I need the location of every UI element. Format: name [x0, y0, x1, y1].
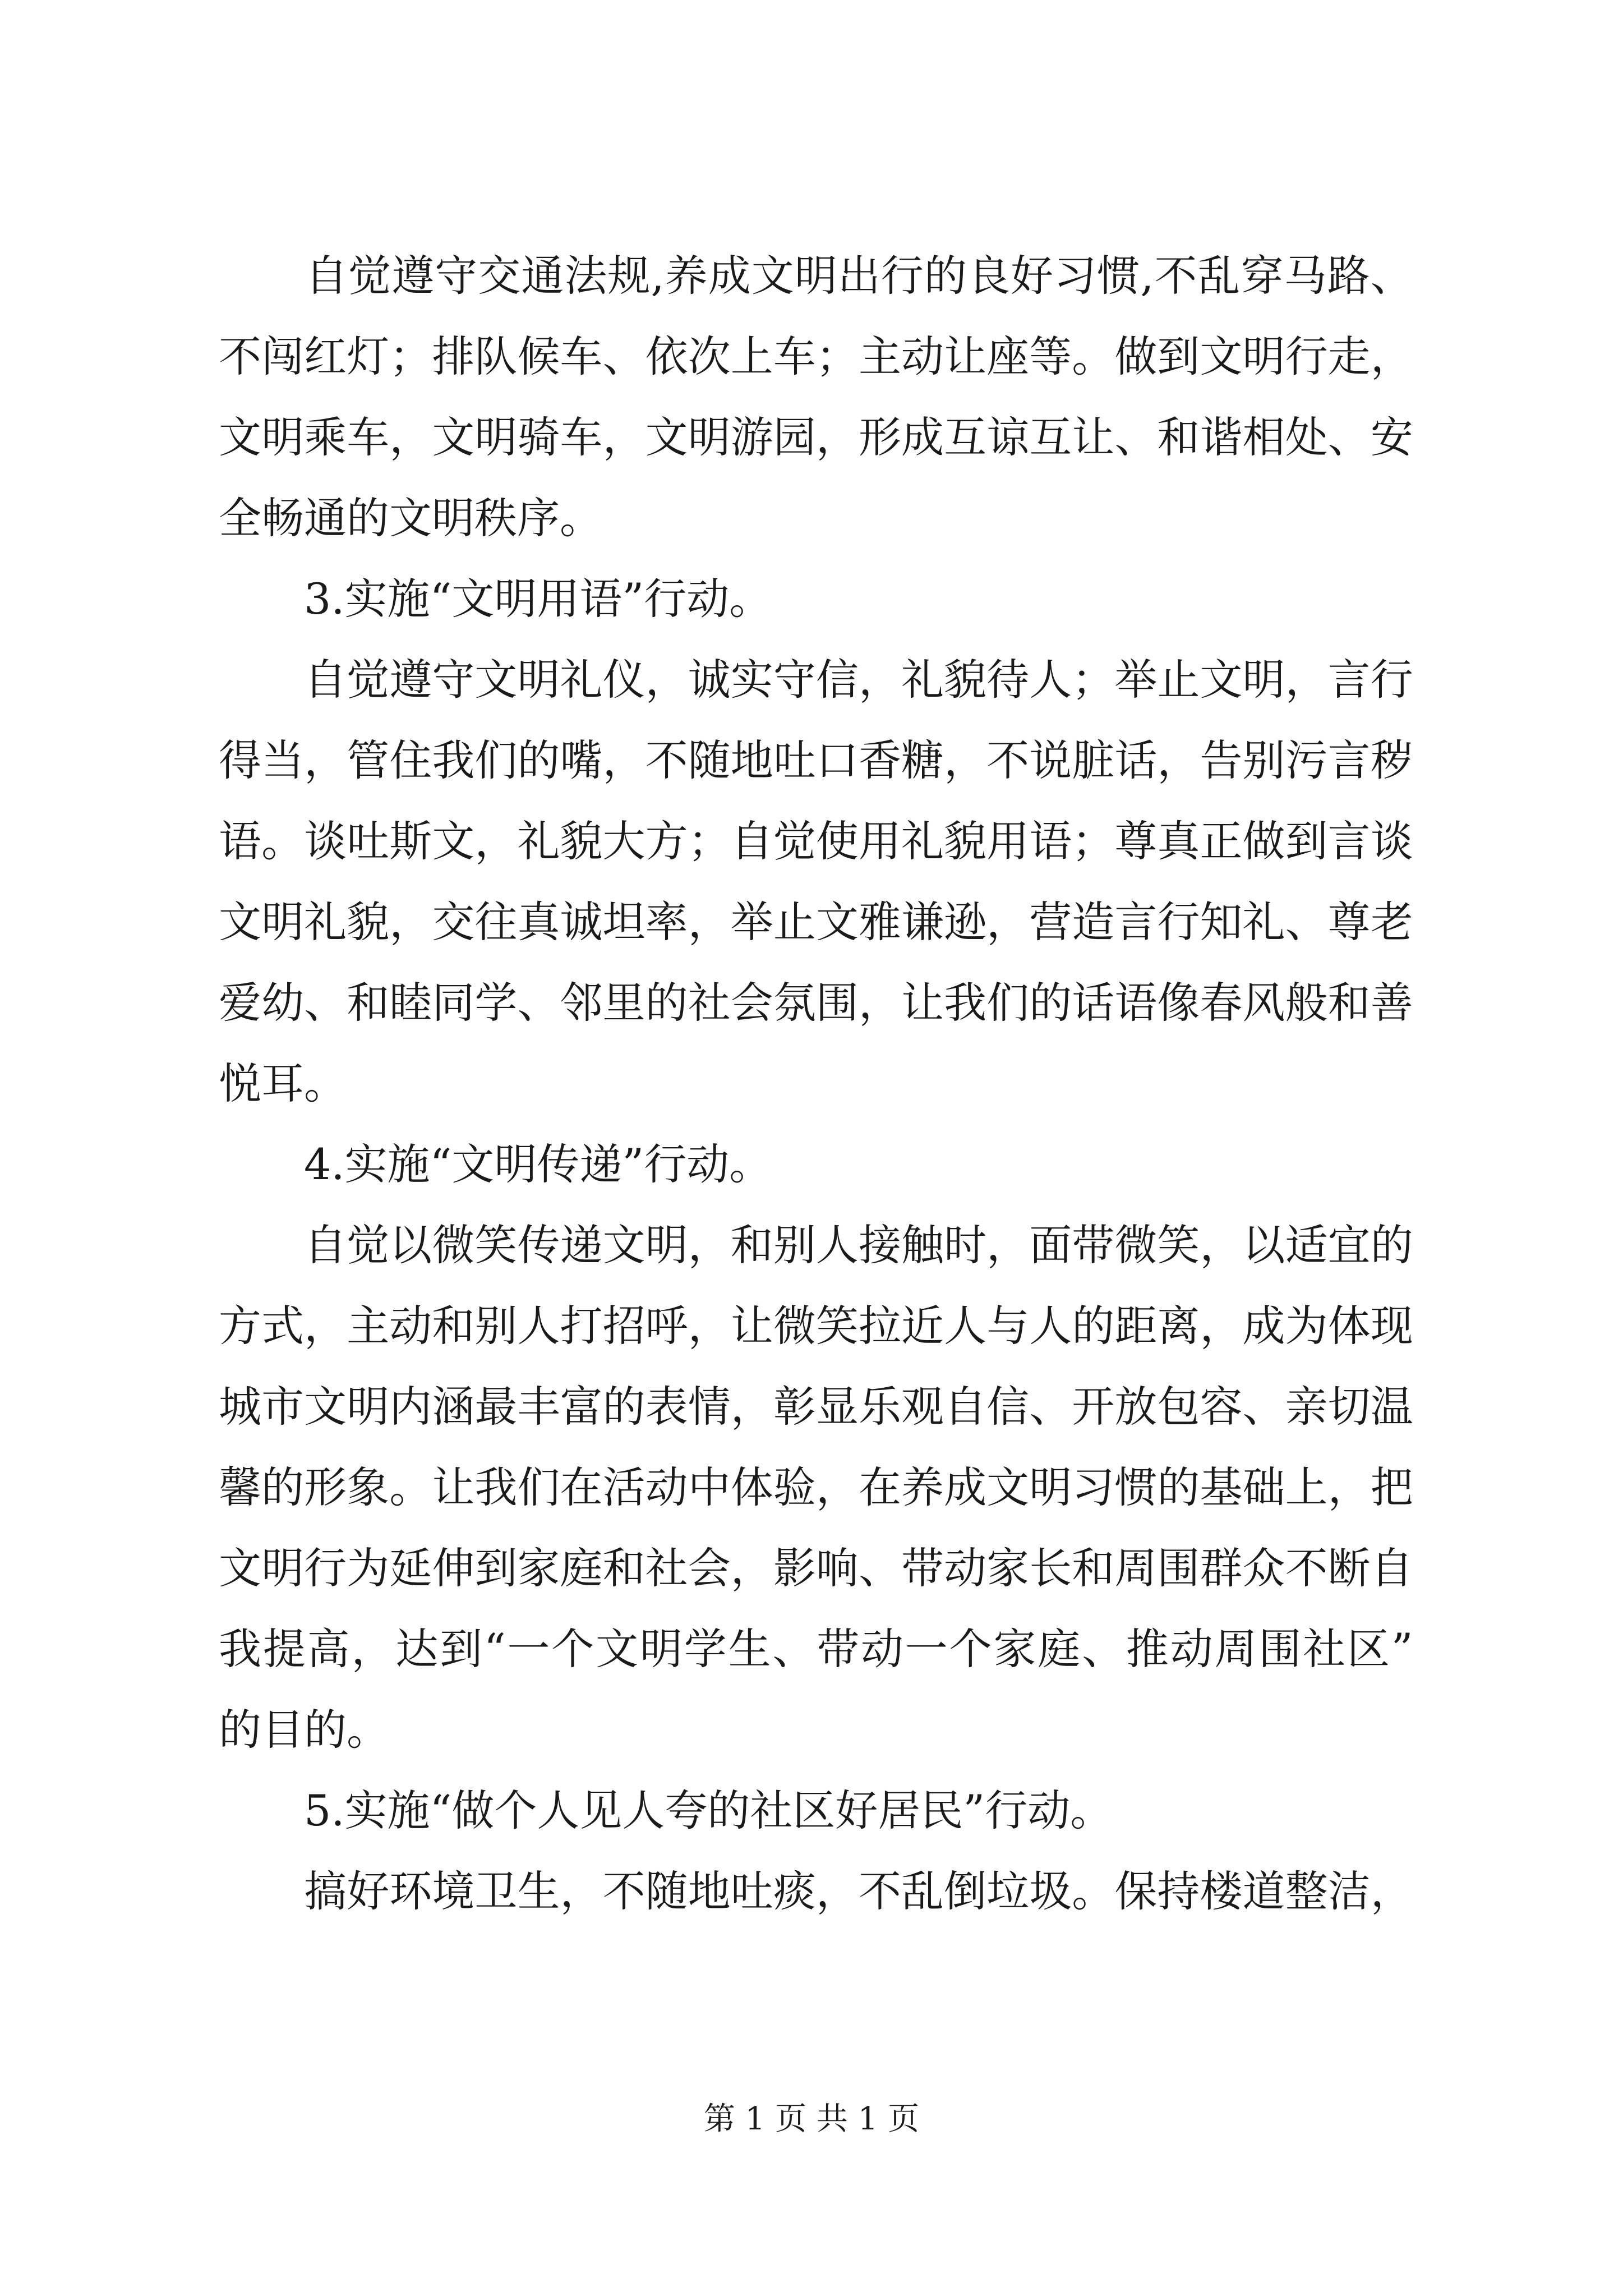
text-line: 3.实施“文明用语”行动。 — [219, 574, 772, 624]
text-line: 爱 幼 、 和 睦 同 学 、 邻 里 的 社 会 氛 围 ， 让 我 们 的 话 语 像 春 风 般 和 善 — [219, 978, 1413, 1028]
text-line: 文 明 礼 貌 ， 交 往 真 诚 坦 率 ， 举 止 文 雅 谦 逊 ， 营 造 言 行 知 礼 、 尊 老 — [219, 897, 1413, 947]
page-footer: 第 1 页 共 1 页 — [703, 2101, 920, 2137]
text-line: 自 觉 以 微 笑 传 递 文 明 ， 和 别 人 接 触 时 ， 面 带 微 笑 ， 以 适 宜 的 — [304, 1220, 1413, 1270]
text-line: 自 觉 遵 守 文 明 礼 仪 ， 诚 实 守 信 ， 礼 貌 待 人 ； 举 止 文 明 ， 言 行 — [304, 655, 1413, 705]
text-line: 语 。 谈 吐 斯 文 ， 礼 貌 大 方 ； 自 觉 使 用 礼 貌 用 语 ； 尊 真 正 做 到 言 谈 — [219, 816, 1413, 866]
text-line: 馨 的 形 象 。 让 我 们 在 活 动 中 体 验 ， 在 养 成 文 明 习 惯 的 基 础 上 ， 把 — [219, 1462, 1413, 1512]
text-line: 得 当 ， 管 住 我 们 的 嘴 ， 不 随 地 吐 口 香 糖 ， 不 说 脏 话 ， 告 别 污 言 秽 — [219, 735, 1413, 785]
text-line: 悦耳。 — [219, 1059, 347, 1108]
text-line: 全畅通的文明秩序。 — [219, 493, 602, 543]
text-line: 文 明 乘 车 ， 文 明 骑 车 ， 文 明 游 园 ， 形 成 互 谅 互 让 、 和 谐 相 处 、 安 — [219, 412, 1413, 462]
text-line: 自 觉 遵 守 交 通 法 规 , 养 成 文 明 出 行 的 良 好 习 惯 , 不 乱 穿 马 路 、 — [305, 251, 1413, 301]
text-line: 城 市 文 明 内 涵 最 丰 富 的 表 情 ， 彰 显 乐 观 自 信 、 开 放 包 容 、 亲 切 温 — [219, 1382, 1413, 1432]
text-line: 搞 好 环 境 卫 生 ， 不 随 地 吐 痰 ， 不 乱 倒 垃 圾 。 保 持 楼 道 整 洁 ， — [304, 1866, 1413, 1916]
text-line: 5.实施“做个人见人夸的社区好居民”行动。 — [219, 1786, 1113, 1835]
text-line: 4.实施“文明传递”行动。 — [219, 1139, 772, 1189]
text-line: 的目的。 — [219, 1705, 389, 1755]
text-line: 不 闯 红 灯 ； 排 队 候 车 、 依 次 上 车 ； 主 动 让 座 等 。 做 到 文 明 行 走 ， — [219, 332, 1413, 381]
text-line: 方 式 ， 主 动 和 别 人 打 招 呼 ， 让 微 笑 拉 近 人 与 人 的 距 离 ， 成 为 体 现 — [219, 1301, 1413, 1351]
text-line: 文 明 行 为 延 伸 到 家 庭 和 社 会 ， 影 响 、 带 动 家 长 和 周 围 群 众 不 断 自 — [219, 1543, 1413, 1593]
text-line: 我 提 高 ， 达 到 “ 一 个 文 明 学 生 、 带 动 一 个 家 庭 、 推 动 周 围 社 区 ” — [219, 1624, 1413, 1674]
